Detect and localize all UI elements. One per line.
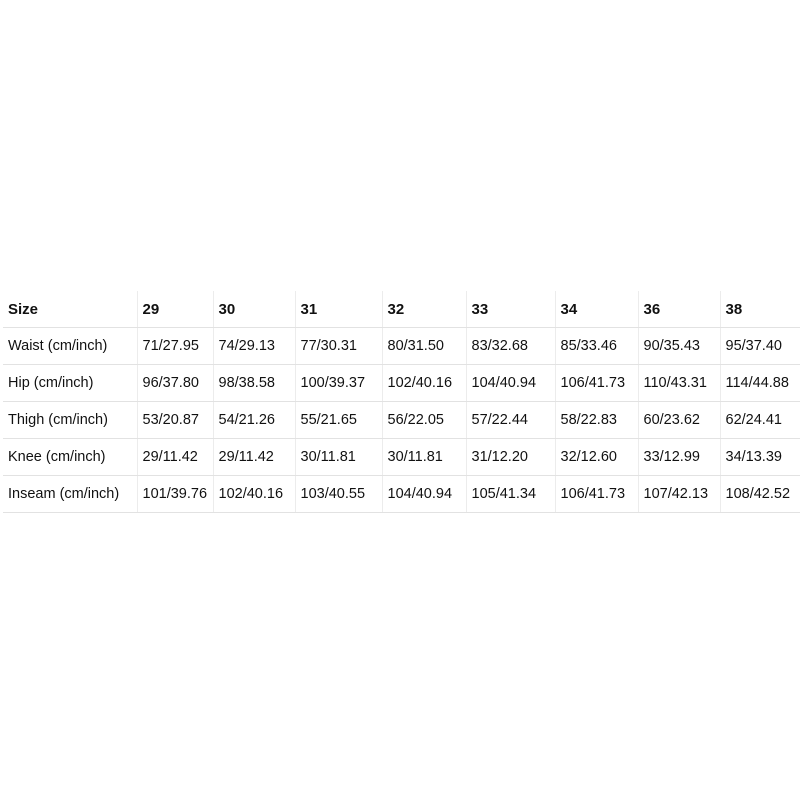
table-cell: 30/11.81 (295, 439, 382, 476)
row-label: Waist (cm/inch) (3, 328, 137, 365)
table-cell: 102/40.16 (213, 476, 295, 513)
table-cell: 105/41.34 (466, 476, 555, 513)
table-cell: 55/21.65 (295, 402, 382, 439)
table-cell: 54/21.26 (213, 402, 295, 439)
header-size: 31 (295, 291, 382, 328)
table-cell: 101/39.76 (137, 476, 213, 513)
table-cell: 74/29.13 (213, 328, 295, 365)
table-cell: 60/23.62 (638, 402, 720, 439)
table-cell: 103/40.55 (295, 476, 382, 513)
table-cell: 31/12.20 (466, 439, 555, 476)
table-cell: 95/37.40 (720, 328, 800, 365)
table-cell: 104/40.94 (466, 365, 555, 402)
header-size: 36 (638, 291, 720, 328)
row-label: Thigh (cm/inch) (3, 402, 137, 439)
table-row-thigh (3, 402, 800, 439)
table-cell: 107/42.13 (638, 476, 720, 513)
table-row-knee (3, 439, 800, 476)
table-cell: 108/42.52 (720, 476, 800, 513)
table-cell: 62/24.41 (720, 402, 800, 439)
header-label: Size (3, 291, 137, 328)
table-cell: 106/41.73 (555, 476, 638, 513)
table-cell: 33/12.99 (638, 439, 720, 476)
table-cell: 96/37.80 (137, 365, 213, 402)
table-cell: 53/20.87 (137, 402, 213, 439)
table-cell: 32/12.60 (555, 439, 638, 476)
row-label: Inseam (cm/inch) (3, 476, 137, 513)
table-cell: 77/30.31 (295, 328, 382, 365)
table-row-inseam (3, 476, 800, 513)
table-cell: 98/38.58 (213, 365, 295, 402)
table-cell: 83/32.68 (466, 328, 555, 365)
size-chart-table (3, 291, 800, 513)
table-cell: 104/40.94 (382, 476, 466, 513)
header-size: 38 (720, 291, 800, 328)
table-cell: 102/40.16 (382, 365, 466, 402)
table-cell: 80/31.50 (382, 328, 466, 365)
table-cell: 106/41.73 (555, 365, 638, 402)
table-cell: 34/13.39 (720, 439, 800, 476)
table-cell: 29/11.42 (137, 439, 213, 476)
table-cell: 57/22.44 (466, 402, 555, 439)
table-cell: 30/11.81 (382, 439, 466, 476)
table-cell: 71/27.95 (137, 328, 213, 365)
table-row-hip (3, 365, 800, 402)
table-cell: 90/35.43 (638, 328, 720, 365)
row-label: Knee (cm/inch) (3, 439, 137, 476)
header-size: 30 (213, 291, 295, 328)
header-size: 34 (555, 291, 638, 328)
header-size: 29 (137, 291, 213, 328)
table-cell: 58/22.83 (555, 402, 638, 439)
table-cell: 29/11.42 (213, 439, 295, 476)
header-row (3, 291, 800, 328)
table-row-waist (3, 328, 800, 365)
table-cell: 85/33.46 (555, 328, 638, 365)
table-cell: 110/43.31 (638, 365, 720, 402)
row-label: Hip (cm/inch) (3, 365, 137, 402)
table-cell: 56/22.05 (382, 402, 466, 439)
table-cell: 100/39.37 (295, 365, 382, 402)
header-size: 33 (466, 291, 555, 328)
table-cell: 114/44.88 (720, 365, 800, 402)
header-size: 32 (382, 291, 466, 328)
